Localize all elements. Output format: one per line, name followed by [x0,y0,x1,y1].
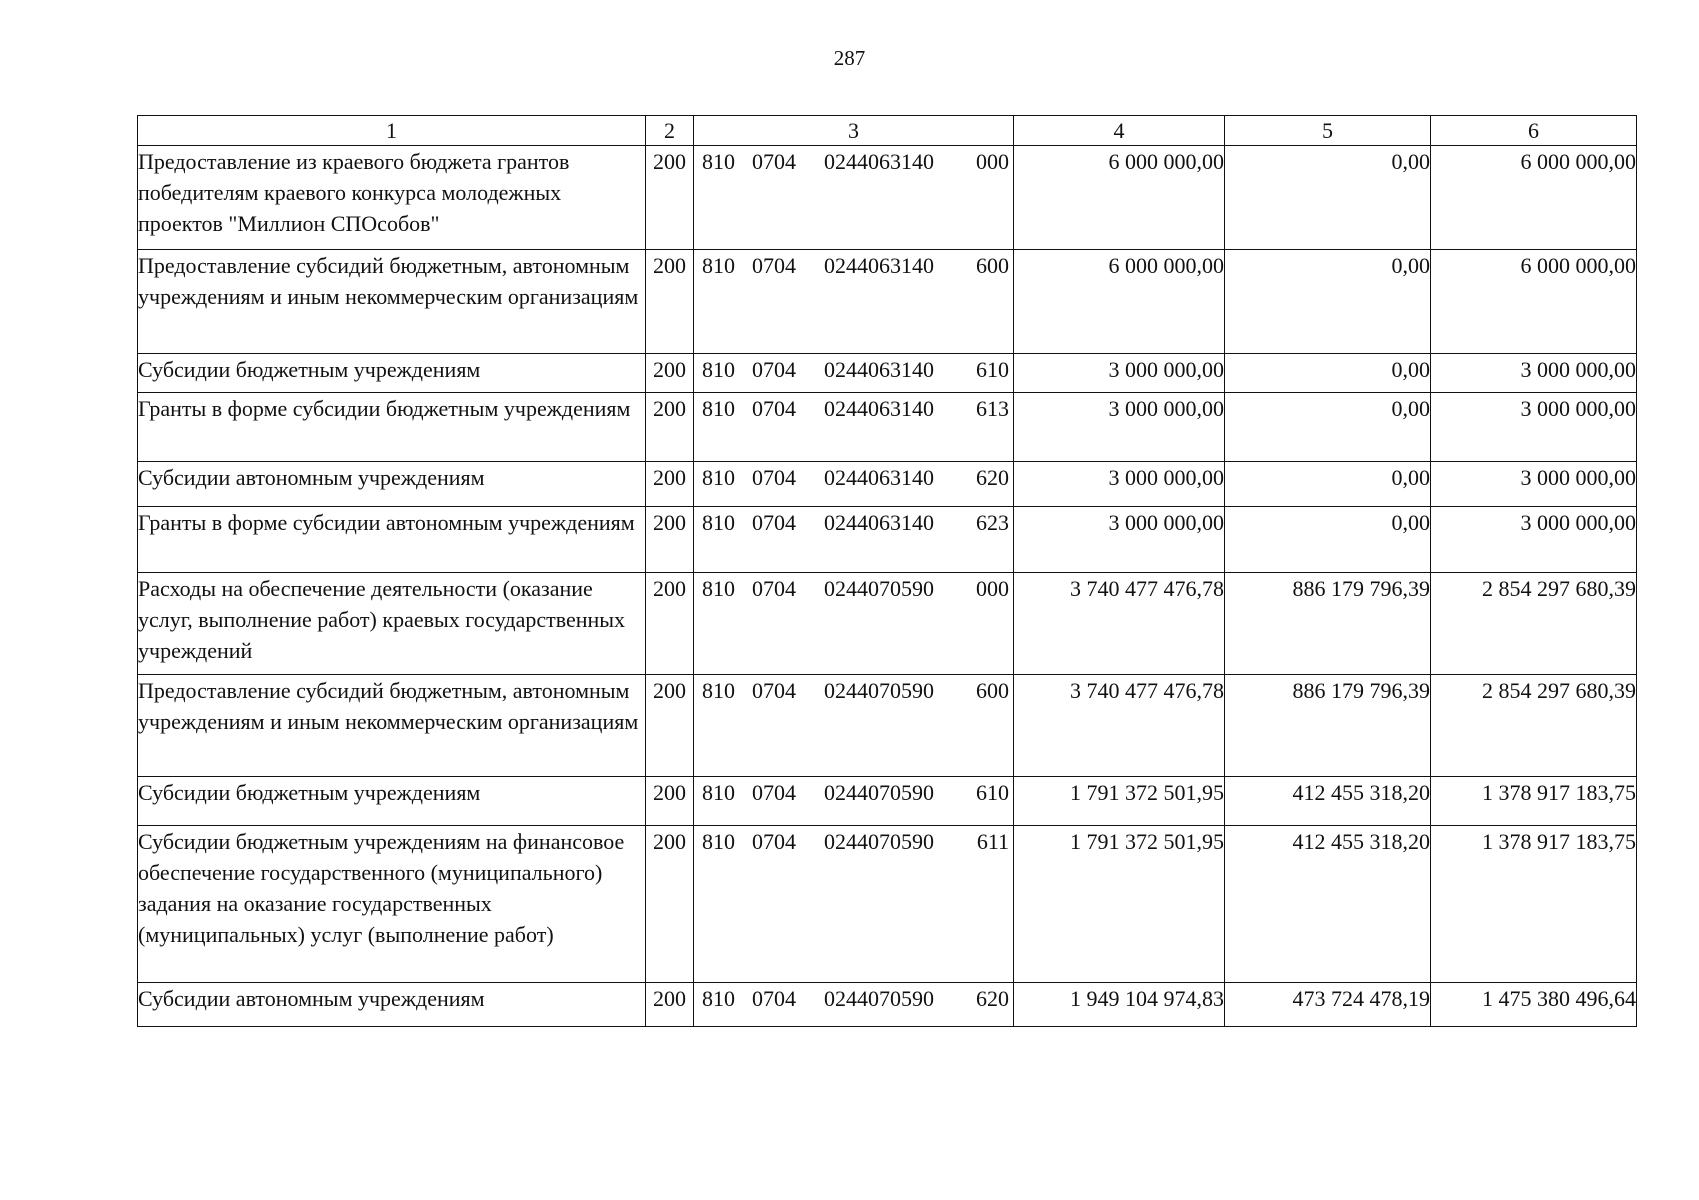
target-article-code: 0244063140 [824,149,934,174]
row-code: 200 [646,777,694,826]
row-classification [694,393,1014,462]
amount-col-6: 2 854 297 680,39 [1431,573,1637,675]
amount-col-4: 3 740 477 476,78 [1014,675,1225,777]
row-name: Субсидии автономным учреждениям [138,462,646,507]
row-classification [694,354,1014,393]
table-body [138,146,1637,1027]
razdel-code: 0704 [752,396,796,421]
razdel-code: 0704 [752,829,796,854]
amount-col-5: 0,00 [1225,146,1431,250]
header-cell: 6 [1431,116,1637,146]
glava-code: 810 [702,780,735,805]
expense-type-code: 611 [976,829,1009,854]
glava-code: 810 [702,149,735,174]
target-article-code: 0244070590 [824,780,934,805]
amount-col-6: 1 378 917 183,75 [1431,777,1637,826]
razdel-code: 0704 [752,576,796,601]
amount-col-5: 886 179 796,39 [1225,573,1431,675]
expense-type-code: 610 [976,357,1009,382]
amount-col-4: 3 000 000,00 [1014,354,1225,393]
glava-code: 810 [702,986,735,1011]
expense-type-code: 623 [976,510,1009,535]
target-article-code: 0244070590 [824,829,934,854]
row-name: Предоставление субсидий бюджетным, автономным учреждениям и иным некоммерческим организациям [138,675,646,777]
row-name: Субсидии бюджетным учреждениям [138,354,646,393]
table-row [138,675,1637,777]
amount-col-5: 412 455 318,20 [1225,826,1431,983]
expense-type-code: 610 [976,780,1009,805]
row-code: 200 [646,573,694,675]
row-name: Предоставление из краевого бюджета грантов победителям краевого конкурса молодежных проектов "Миллион СПОсобов" [138,146,646,250]
amount-col-4: 3 000 000,00 [1014,393,1225,462]
razdel-code: 0704 [752,678,796,703]
expense-type-code: 600 [976,678,1009,703]
table-row [138,354,1637,393]
row-name: Субсидии бюджетным учреждениям на финансовое обеспечение государственного (муниципального) задания на оказание государственных (муниципальных) услуг (выполнение работ) [138,826,646,983]
amount-col-5: 0,00 [1225,507,1431,573]
amount-col-4: 3 000 000,00 [1014,507,1225,573]
table-row [138,146,1637,250]
header-cell: 1 [138,116,646,146]
header-cell: 4 [1014,116,1225,146]
amount-col-6: 3 000 000,00 [1431,507,1637,573]
amount-col-6: 6 000 000,00 [1431,146,1637,250]
target-article-code: 0244063140 [824,357,934,382]
razdel-code: 0704 [752,357,796,382]
razdel-code: 0704 [752,253,796,278]
table-row [138,573,1637,675]
row-name: Гранты в форме субсидии бюджетным учреждениям [138,393,646,462]
table-header-row [138,116,1637,146]
amount-col-6: 3 000 000,00 [1431,393,1637,462]
row-name: Гранты в форме субсидии автономным учреждениям [138,507,646,573]
expense-type-code: 000 [976,576,1009,601]
target-article-code: 0244063140 [824,465,934,490]
target-article-code: 0244063140 [824,253,934,278]
row-code: 200 [646,250,694,354]
expense-type-code: 620 [976,465,1009,490]
glava-code: 810 [702,510,735,535]
amount-col-6: 3 000 000,00 [1431,354,1637,393]
amount-col-5: 0,00 [1225,393,1431,462]
glava-code: 810 [702,576,735,601]
glava-code: 810 [702,396,735,421]
header-cell: 3 [694,116,1014,146]
expense-type-code: 620 [976,986,1009,1011]
razdel-code: 0704 [752,149,796,174]
glava-code: 810 [702,678,735,703]
target-article-code: 0244063140 [824,510,934,535]
expense-type-code: 000 [976,149,1009,174]
amount-col-5: 0,00 [1225,354,1431,393]
table-row [138,507,1637,573]
row-classification [694,250,1014,354]
row-classification [694,826,1014,983]
amount-col-5: 886 179 796,39 [1225,675,1431,777]
glava-code: 810 [702,465,735,490]
razdel-code: 0704 [752,510,796,535]
amount-col-4: 1 791 372 501,95 [1014,826,1225,983]
amount-col-4: 3 000 000,00 [1014,462,1225,507]
row-classification [694,573,1014,675]
row-code: 200 [646,393,694,462]
row-classification [694,675,1014,777]
row-name: Субсидии автономным учреждениям [138,983,646,1027]
glava-code: 810 [702,357,735,382]
amount-col-6: 3 000 000,00 [1431,462,1637,507]
amount-col-5: 0,00 [1225,462,1431,507]
row-classification [694,462,1014,507]
amount-col-4: 3 740 477 476,78 [1014,573,1225,675]
row-code: 200 [646,675,694,777]
razdel-code: 0704 [752,780,796,805]
row-classification [694,777,1014,826]
amount-col-5: 0,00 [1225,250,1431,354]
table-row [138,826,1637,983]
row-code: 200 [646,146,694,250]
table-row [138,393,1637,462]
row-code: 200 [646,983,694,1027]
row-name: Предоставление субсидий бюджетным, автономным учреждениям и иным некоммерческим организациям [138,250,646,354]
header-cell: 5 [1225,116,1431,146]
amount-col-4: 1 949 104 974,83 [1014,983,1225,1027]
header-cell: 2 [646,116,694,146]
razdel-code: 0704 [752,986,796,1011]
amount-col-6: 2 854 297 680,39 [1431,675,1637,777]
row-classification [694,146,1014,250]
amount-col-4: 1 791 372 501,95 [1014,777,1225,826]
expense-type-code: 600 [976,253,1009,278]
page-number: 287 [833,46,866,70]
amount-col-4: 6 000 000,00 [1014,146,1225,250]
amount-col-5: 412 455 318,20 [1225,777,1431,826]
target-article-code: 0244063140 [824,396,934,421]
row-classification [694,507,1014,573]
table-row [138,462,1637,507]
target-article-code: 0244070590 [824,678,934,703]
row-code: 200 [646,354,694,393]
row-code: 200 [646,507,694,573]
glava-code: 810 [702,829,735,854]
glava-code: 810 [702,253,735,278]
amount-col-6: 6 000 000,00 [1431,250,1637,354]
row-classification [694,983,1014,1027]
row-code: 200 [646,462,694,507]
target-article-code: 0244070590 [824,986,934,1011]
amount-col-5: 473 724 478,19 [1225,983,1431,1027]
table-row [138,983,1637,1027]
table-row [138,777,1637,826]
row-name: Расходы на обеспечение деятельности (оказание услуг, выполнение работ) краевых государственных учреждений [138,573,646,675]
amount-col-4: 6 000 000,00 [1014,250,1225,354]
table-row [138,250,1637,354]
budget-table [137,115,1637,1027]
amount-col-6: 1 378 917 183,75 [1431,826,1637,983]
row-code: 200 [646,826,694,983]
razdel-code: 0704 [752,465,796,490]
row-name: Субсидии бюджетным учреждениям [138,777,646,826]
target-article-code: 0244070590 [824,576,934,601]
amount-col-6: 1 475 380 496,64 [1431,983,1637,1027]
expense-type-code: 613 [976,396,1009,421]
